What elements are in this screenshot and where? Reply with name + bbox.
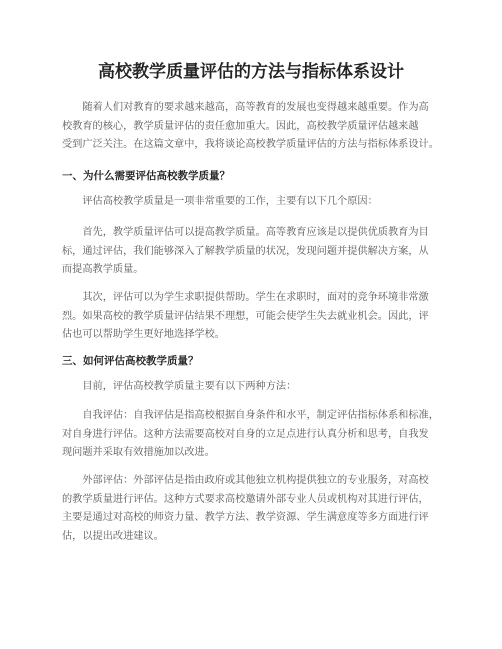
document-title: 高校教学质量评估的方法与指标体系设计 bbox=[98, 62, 404, 82]
text-line: 其次，评估可以为学生求职提供帮助。学生在求职时，面对的竞争环境非常激 bbox=[62, 292, 429, 303]
paragraph-self-assessment bbox=[62, 407, 442, 463]
text-line: 自我评估：自我评估是指高校根据自身条件和水平，制定评估指标体系和标准， bbox=[62, 410, 439, 421]
paragraph-second-reason bbox=[62, 289, 442, 345]
paragraph-reasons-intro bbox=[62, 193, 442, 212]
text-line: 主要是通过对高校的师资力量、教学方法、教学资源、学生满意度等多方面进行评 bbox=[62, 512, 429, 524]
text-line: 随着人们对教育的要求越来越高，高等教育的发展也变得越来越重要。作为高 bbox=[62, 102, 429, 113]
text-line: 评估高校教学质量是一项非常重要的工作，主要有以下几个原因： bbox=[62, 196, 378, 207]
text-line: 标，通过评估，我们能够深入了解教学质量的状况，发现问题并提供解决方案，从 bbox=[62, 245, 429, 257]
text-line: 现问题并采取有效措施加以改进。 bbox=[62, 447, 215, 459]
text-line: 估，以提出改进建议。 bbox=[62, 530, 164, 542]
text-line: 外部评估：外部评估是指由政府或其他独立机构提供独立的专业服务，对高校 bbox=[62, 475, 429, 486]
text-line: 校教育的核心，教学质量评估的责任愈加重大。因此，高校教学质量评估越来越 bbox=[62, 120, 419, 132]
section-heading-how: 三、如何评估高校教学质量？ bbox=[62, 355, 199, 367]
text-line: 目前，评估高校教学质量主要有以下两种方法： bbox=[62, 381, 297, 392]
text-line: 首先，教学质量评估可以提高教学质量。高等教育应该是以提供优质教育为目 bbox=[62, 227, 429, 238]
paragraph-first-reason bbox=[62, 224, 442, 280]
section-heading-why: 一、为什么需要评估高校教学质量？ bbox=[62, 170, 230, 182]
paragraph-intro bbox=[62, 99, 442, 155]
text-line: 而提高教学质量。 bbox=[62, 264, 144, 276]
paragraph-external-assessment bbox=[62, 472, 442, 546]
text-line: 估也可以帮助学生更好地选择学校。 bbox=[62, 329, 225, 341]
text-line: 对自身进行评估。这种方法需要高校对自身的立足点进行认真分析和思考，自我发 bbox=[62, 428, 429, 440]
text-line: 烈。如果高校的教学质量评估结果不理想，可能会使学生失去就业机会。因此，评 bbox=[62, 310, 429, 322]
text-line: 的教学质量进行评估。这种方式要求高校邀请外部专业人员或机构对其进行评估， bbox=[62, 493, 429, 505]
text-line: 受到广泛关注。在这篇文章中，我将谈论高校教学质量评估的方法与指标体系设计。 bbox=[62, 139, 439, 151]
paragraph-methods-intro bbox=[62, 378, 442, 397]
